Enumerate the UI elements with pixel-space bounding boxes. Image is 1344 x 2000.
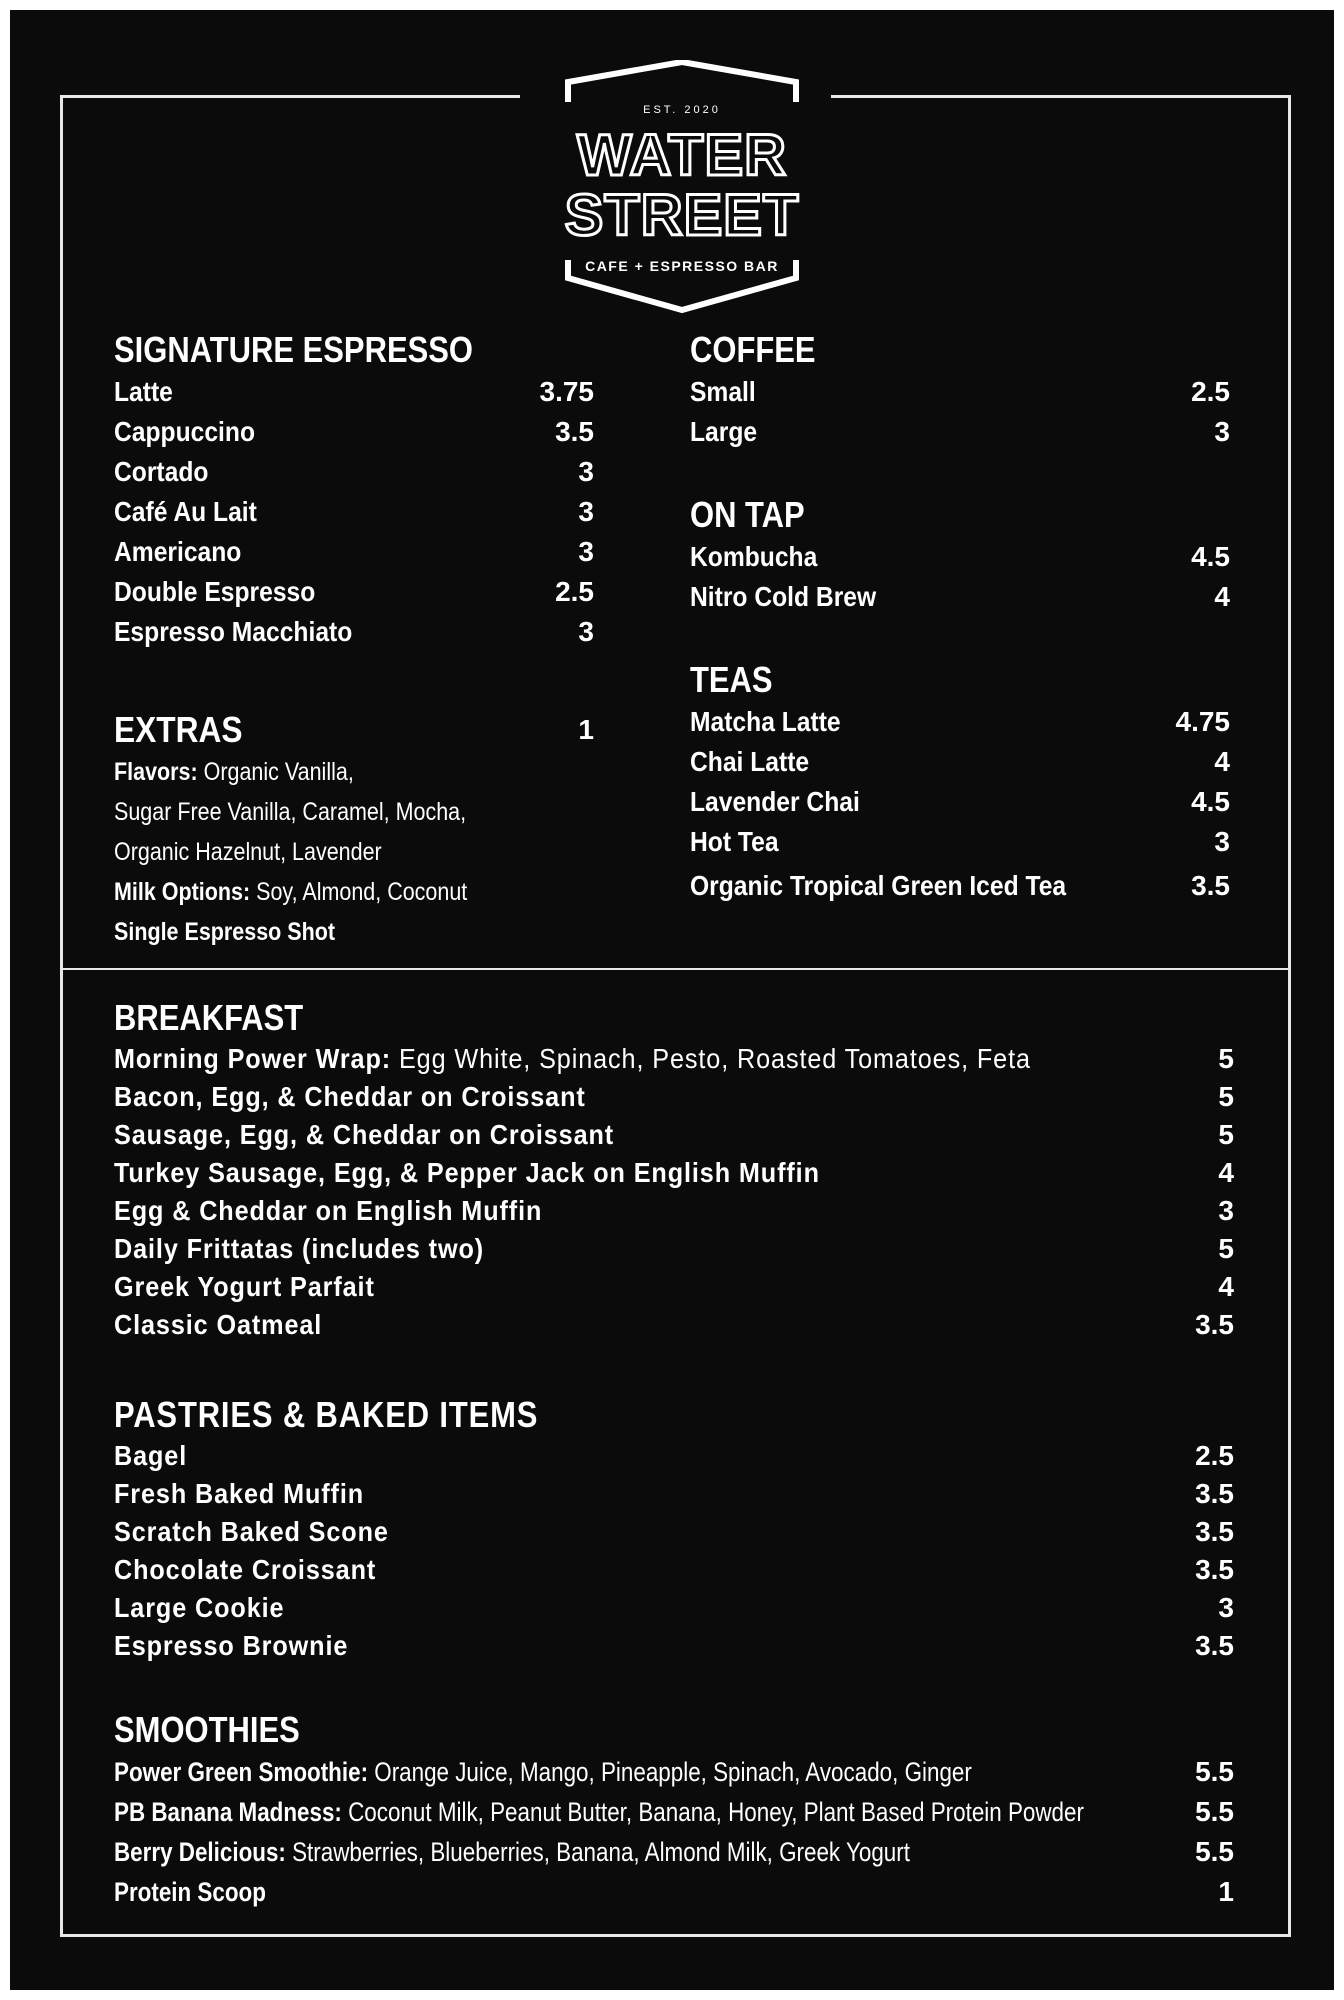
section-title: PASTRIES & BAKED ITEMS — [114, 1394, 539, 1435]
signature-espresso-section — [114, 330, 594, 652]
menu-item — [690, 822, 1230, 862]
item-price: 4 — [1218, 1157, 1234, 1188]
item-name: Large — [690, 416, 758, 447]
item-name — [114, 1752, 972, 1792]
item-name: Espresso Macchiato — [114, 616, 353, 647]
item-price: 2.5 — [1195, 1440, 1234, 1471]
smoothie-name: Berry Delicious: — [114, 1837, 286, 1867]
breakfast-section — [114, 998, 1234, 1344]
menu-item — [114, 1627, 1234, 1665]
milk-text: Soy, Almond, Coconut — [250, 878, 468, 906]
smoothies-section — [114, 1710, 1234, 1912]
flavors-text: Organic Vanilla, — [197, 758, 354, 786]
divider — [60, 968, 1291, 970]
menu-item — [114, 532, 594, 572]
extras-flavors-line2: Sugar Free Vanilla, Caramel, Mocha, — [114, 798, 467, 826]
item-price: 5.5 — [1195, 1756, 1234, 1787]
item-name: Café Au Lait — [114, 496, 257, 527]
item-price: 3.5 — [1195, 1554, 1234, 1585]
menu-item — [690, 412, 1230, 452]
menu-item — [114, 412, 594, 452]
milk-label: Milk Options: — [114, 878, 251, 906]
item-price: 4.5 — [1191, 541, 1230, 572]
menu-item — [114, 612, 594, 652]
menu-item — [690, 372, 1230, 412]
smoothie-desc: Coconut Milk, Peanut Butter, Banana, Honey, Plant Based Protein Powder — [341, 1797, 1084, 1827]
item-price: 5 — [1218, 1233, 1234, 1264]
item-price: 1 — [1218, 1876, 1234, 1907]
item-name: Large Cookie — [114, 1592, 285, 1623]
item-price: 5.5 — [1195, 1796, 1234, 1827]
item-name: Organic Tropical Green Iced Tea — [690, 870, 1067, 901]
pastries-section — [114, 1395, 1234, 1665]
menu-item — [114, 1437, 1234, 1475]
item-price: 3 — [578, 496, 594, 527]
teas-section — [690, 660, 1230, 906]
menu-item — [114, 1040, 1234, 1078]
extras-flavors-line3: Organic Hazelnut, Lavender — [114, 838, 382, 866]
menu-item — [114, 372, 594, 412]
item-name: Hot Tea — [690, 826, 779, 857]
item-price: 5 — [1218, 1043, 1234, 1074]
menu-item — [114, 572, 594, 612]
frame-left — [60, 95, 63, 1937]
menu-item — [690, 577, 1230, 617]
item-name: Scratch Baked Scone — [114, 1516, 389, 1547]
menu-item — [114, 1752, 1234, 1792]
menu-item — [114, 1306, 1234, 1344]
section-title: COFFEE — [690, 329, 816, 370]
smoothie-desc: Orange Juice, Mango, Pineapple, Spinach, Avocado, Ginger — [368, 1757, 972, 1787]
item-name: Chocolate Croissant — [114, 1554, 377, 1585]
extras-milk — [114, 872, 527, 912]
item-price: 3.5 — [1195, 1516, 1234, 1547]
menu-item — [690, 782, 1230, 822]
menu-item — [690, 537, 1230, 577]
logo — [562, 60, 802, 322]
menu-item — [690, 866, 1230, 906]
smoothie-name: PB Banana Madness: — [114, 1797, 342, 1827]
item-name — [114, 1792, 1084, 1832]
item-name: Lavender Chai — [690, 786, 860, 817]
item-name: Classic Oatmeal — [114, 1309, 323, 1340]
logo-street: STREET — [564, 183, 800, 248]
item-name: Cappuccino — [114, 416, 256, 447]
menu-item — [114, 1551, 1234, 1589]
coffee-section — [690, 330, 1230, 452]
section-title: SIGNATURE ESPRESSO — [114, 329, 473, 370]
item-name — [114, 1872, 266, 1912]
extras-flavors — [114, 752, 527, 792]
menu-item — [114, 452, 594, 492]
section-title: ON TAP — [690, 494, 805, 535]
menu-board — [10, 10, 1334, 1990]
extras-shot — [114, 912, 527, 952]
item-name — [114, 1832, 910, 1872]
item-name: Daily Frittatas (includes two) — [114, 1233, 485, 1264]
on-tap-section — [690, 495, 1230, 617]
item-price: 3 — [1214, 416, 1230, 447]
item-price: 5 — [1218, 1081, 1234, 1112]
item-price: 4.75 — [1175, 706, 1230, 737]
frame-right — [1288, 95, 1291, 1937]
item-price: 3.5 — [1195, 1478, 1234, 1509]
item-price: 3.5 — [1195, 1630, 1234, 1661]
menu-item — [114, 1154, 1234, 1192]
item-price: 5 — [1218, 1119, 1234, 1150]
logo-est: EST. 2020 — [643, 104, 721, 116]
menu-item — [114, 1832, 1234, 1872]
item-name: Egg & Cheddar on English Muffin — [114, 1195, 543, 1226]
item-price: 3.75 — [539, 376, 594, 407]
item-name: Bagel — [114, 1440, 188, 1471]
item-name: Chai Latte — [690, 746, 810, 777]
menu-item — [114, 1116, 1234, 1154]
extras-header — [114, 710, 594, 752]
section-title: EXTRAS — [114, 709, 243, 750]
item-price: 4.5 — [1191, 786, 1230, 817]
shot-label: Single Espresso Shot — [114, 918, 336, 946]
item-name: Double Espresso — [114, 576, 316, 607]
item-name: Kombucha — [690, 541, 818, 572]
menu-item — [690, 742, 1230, 782]
wrap-name: Morning Power Wrap: — [114, 1043, 392, 1074]
item-price: 2.5 — [1191, 376, 1230, 407]
menu-item — [114, 1513, 1234, 1551]
extras-price: 1 — [578, 714, 594, 745]
item-name: Bacon, Egg, & Cheddar on Croissant — [114, 1081, 586, 1112]
flavors-label: Flavors: — [114, 758, 198, 786]
item-name: Cortado — [114, 456, 209, 487]
frame-top-right — [831, 95, 1291, 98]
item-price: 3.5 — [555, 416, 594, 447]
item-price: 3 — [1218, 1592, 1234, 1623]
wrap-desc: Egg White, Spinach, Pesto, Roasted Tomatoes, Feta — [391, 1043, 1031, 1074]
menu-item — [114, 1589, 1234, 1627]
item-price: 3 — [578, 456, 594, 487]
item-price: 3 — [578, 616, 594, 647]
menu-item — [114, 492, 594, 532]
smoothie-desc: Strawberries, Blueberries, Banana, Almond Milk, Greek Yogurt — [285, 1837, 910, 1867]
section-title: BREAKFAST — [114, 997, 304, 1038]
item-name: Matcha Latte — [690, 706, 841, 737]
item-name — [114, 1040, 1031, 1078]
extras-section — [114, 710, 594, 952]
logo-water: WATER — [576, 123, 788, 188]
item-name: Small — [690, 376, 756, 407]
item-price: 4 — [1218, 1271, 1234, 1302]
item-price: 5.5 — [1195, 1836, 1234, 1867]
item-name: Sausage, Egg, & Cheddar on Croissant — [114, 1119, 615, 1150]
item-name: Fresh Baked Muffin — [114, 1478, 365, 1509]
menu-item — [114, 1792, 1234, 1832]
item-name: Turkey Sausage, Egg, & Pepper Jack on English Muffin — [114, 1157, 820, 1188]
section-title: TEAS — [690, 659, 773, 700]
smoothie-name: Power Green Smoothie: — [114, 1757, 369, 1787]
section-title: SMOOTHIES — [114, 1709, 300, 1750]
item-price: 3 — [1218, 1195, 1234, 1226]
menu-item — [114, 1078, 1234, 1116]
menu-item — [114, 1872, 1234, 1912]
item-price: 4 — [1214, 746, 1230, 777]
item-name: Americano — [114, 536, 242, 567]
item-price: 3 — [1214, 826, 1230, 857]
item-price: 2.5 — [555, 576, 594, 607]
item-price: 3.5 — [1195, 1309, 1234, 1340]
item-name: Espresso Brownie — [114, 1630, 349, 1661]
item-price: 3.5 — [1191, 870, 1230, 901]
item-price: 3 — [578, 536, 594, 567]
frame-bottom — [60, 1934, 1291, 1937]
menu-item — [114, 1192, 1234, 1230]
logo-subtitle: CAFE + ESPRESSO BAR — [585, 258, 779, 274]
menu-item — [114, 1268, 1234, 1306]
smoothie-name: Protein Scoop — [114, 1877, 266, 1907]
menu-item — [114, 1475, 1234, 1513]
menu-item — [114, 1230, 1234, 1268]
frame-top-left — [60, 95, 520, 98]
item-price: 4 — [1214, 581, 1230, 612]
item-name: Greek Yogurt Parfait — [114, 1271, 375, 1302]
item-name: Latte — [114, 376, 173, 407]
item-name: Nitro Cold Brew — [690, 581, 877, 612]
menu-item — [690, 702, 1230, 742]
